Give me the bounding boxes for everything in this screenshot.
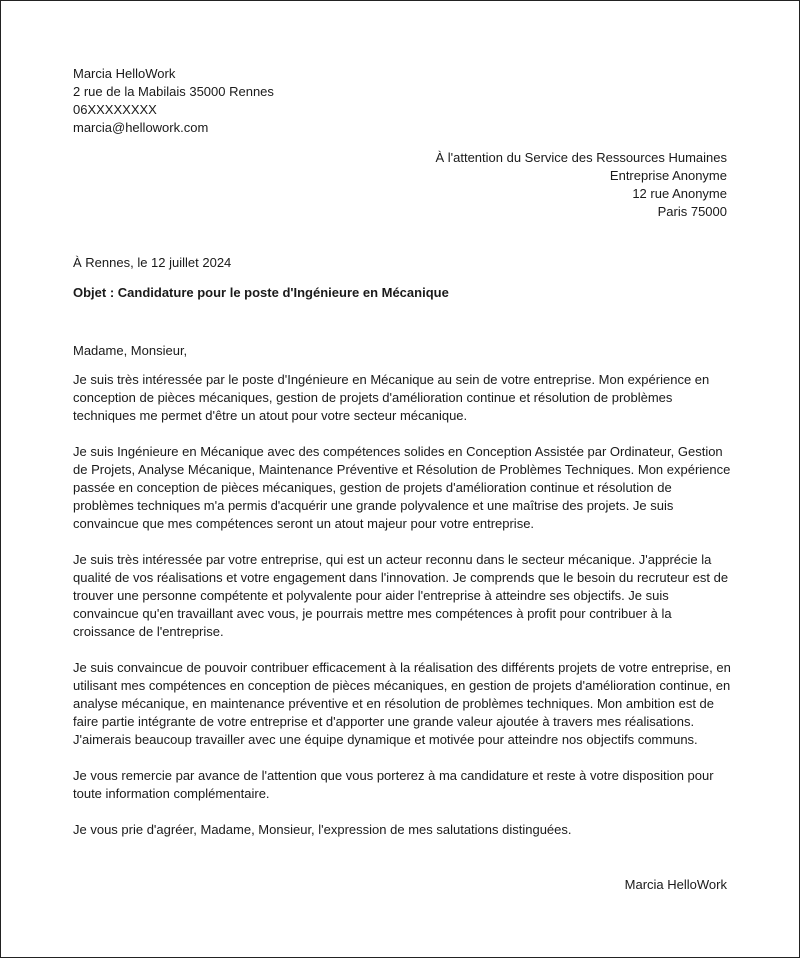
- recipient-block: [435, 149, 727, 221]
- sender-block: [73, 65, 274, 137]
- paragraph-1: Je suis très intéressée par le poste d'Ingénieure en Mécanique au sein de votre entreprise. Mon expérience en conception de pièces mécaniques, gestion de projets d'amélioration continue et résolution de problèmes techniques me permet d'être un atout pour votre secteur mécanique.: [73, 372, 710, 423]
- recipient-company: Entreprise Anonyme: [609, 168, 727, 183]
- greeting: Madame, Monsieur,: [73, 343, 188, 358]
- paragraph-6: Je vous prie d'agréer, Madame, Monsieur, l'expression de mes salutations distinguées.: [73, 822, 572, 837]
- recipient-attention: À l'attention du Service des Ressources Humaines: [435, 150, 727, 165]
- sender-email: marcia@hellowork.com: [73, 120, 209, 135]
- paragraph-5: Je vous remercie par avance de l'attention que vous porterez à ma candidature et reste à votre disposition pour toute information complémentaire.: [73, 768, 714, 801]
- recipient-city: Paris 75000: [657, 204, 727, 219]
- signature: Marcia HelloWork: [624, 877, 727, 892]
- subject-line: Objet : Candidature pour le poste d'Ingénieure en Mécanique: [73, 285, 449, 300]
- paragraph-3: Je suis très intéressée par votre entreprise, qui est un acteur reconnu dans le secteur mécanique. J'apprécie la qualité de vos réalisations et votre engagement dans l'innovation. Je comprends que le besoin du recruteur est de trouver une personne compétente et polyvalente pour aider l'entreprise à atteindre ses objectifs. Je suis convaincue qu'en travaillant avec vous, je pourrais mettre mes compétences à profit pour contribuer à la croissance de l'entreprise.: [73, 552, 729, 639]
- paragraph-2: Je suis Ingénieure en Mécanique avec des compétences solides en Conception Assistée par Ordinateur, Gestion de Projets, Analyse Mécanique, Maintenance Préventive et Résolution de Problèmes Techniques. Mon expérience passée en conception de pièces mécaniques, gestion de projets d'amélioration continue et résolution de problèmes techniques m'a permis d'acquérir une grande polyvalence et une maîtrise des projets. Je suis convaincue que mes compétences seront un atout majeur pour votre entreprise.: [73, 444, 731, 531]
- letter-body: [73, 371, 733, 857]
- sender-name: Marcia HelloWork: [73, 66, 176, 81]
- paragraph-4: Je suis convaincue de pouvoir contribuer efficacement à la réalisation des différents projets de votre entreprise, en utilisant mes compétences en conception de pièces mécaniques, en gestion de projets d'amélioration continue, en analyse mécanique, en maintenance préventive et en résolution de problèmes techniques. Mon ambition est de faire partie intégrante de votre entreprise et d'apporter une grande valeur ajoutée à travers mes réalisations. J'aimerais beaucoup travailler avec une équipe dynamique et motivée pour atteindre nos objectifs communs.: [73, 660, 731, 747]
- recipient-street: 12 rue Anonyme: [632, 186, 727, 201]
- sender-phone: 06XXXXXXXX: [73, 102, 157, 117]
- place-date: À Rennes, le 12 juillet 2024: [73, 255, 232, 270]
- sender-address: 2 rue de la Mabilais 35000 Rennes: [73, 84, 274, 99]
